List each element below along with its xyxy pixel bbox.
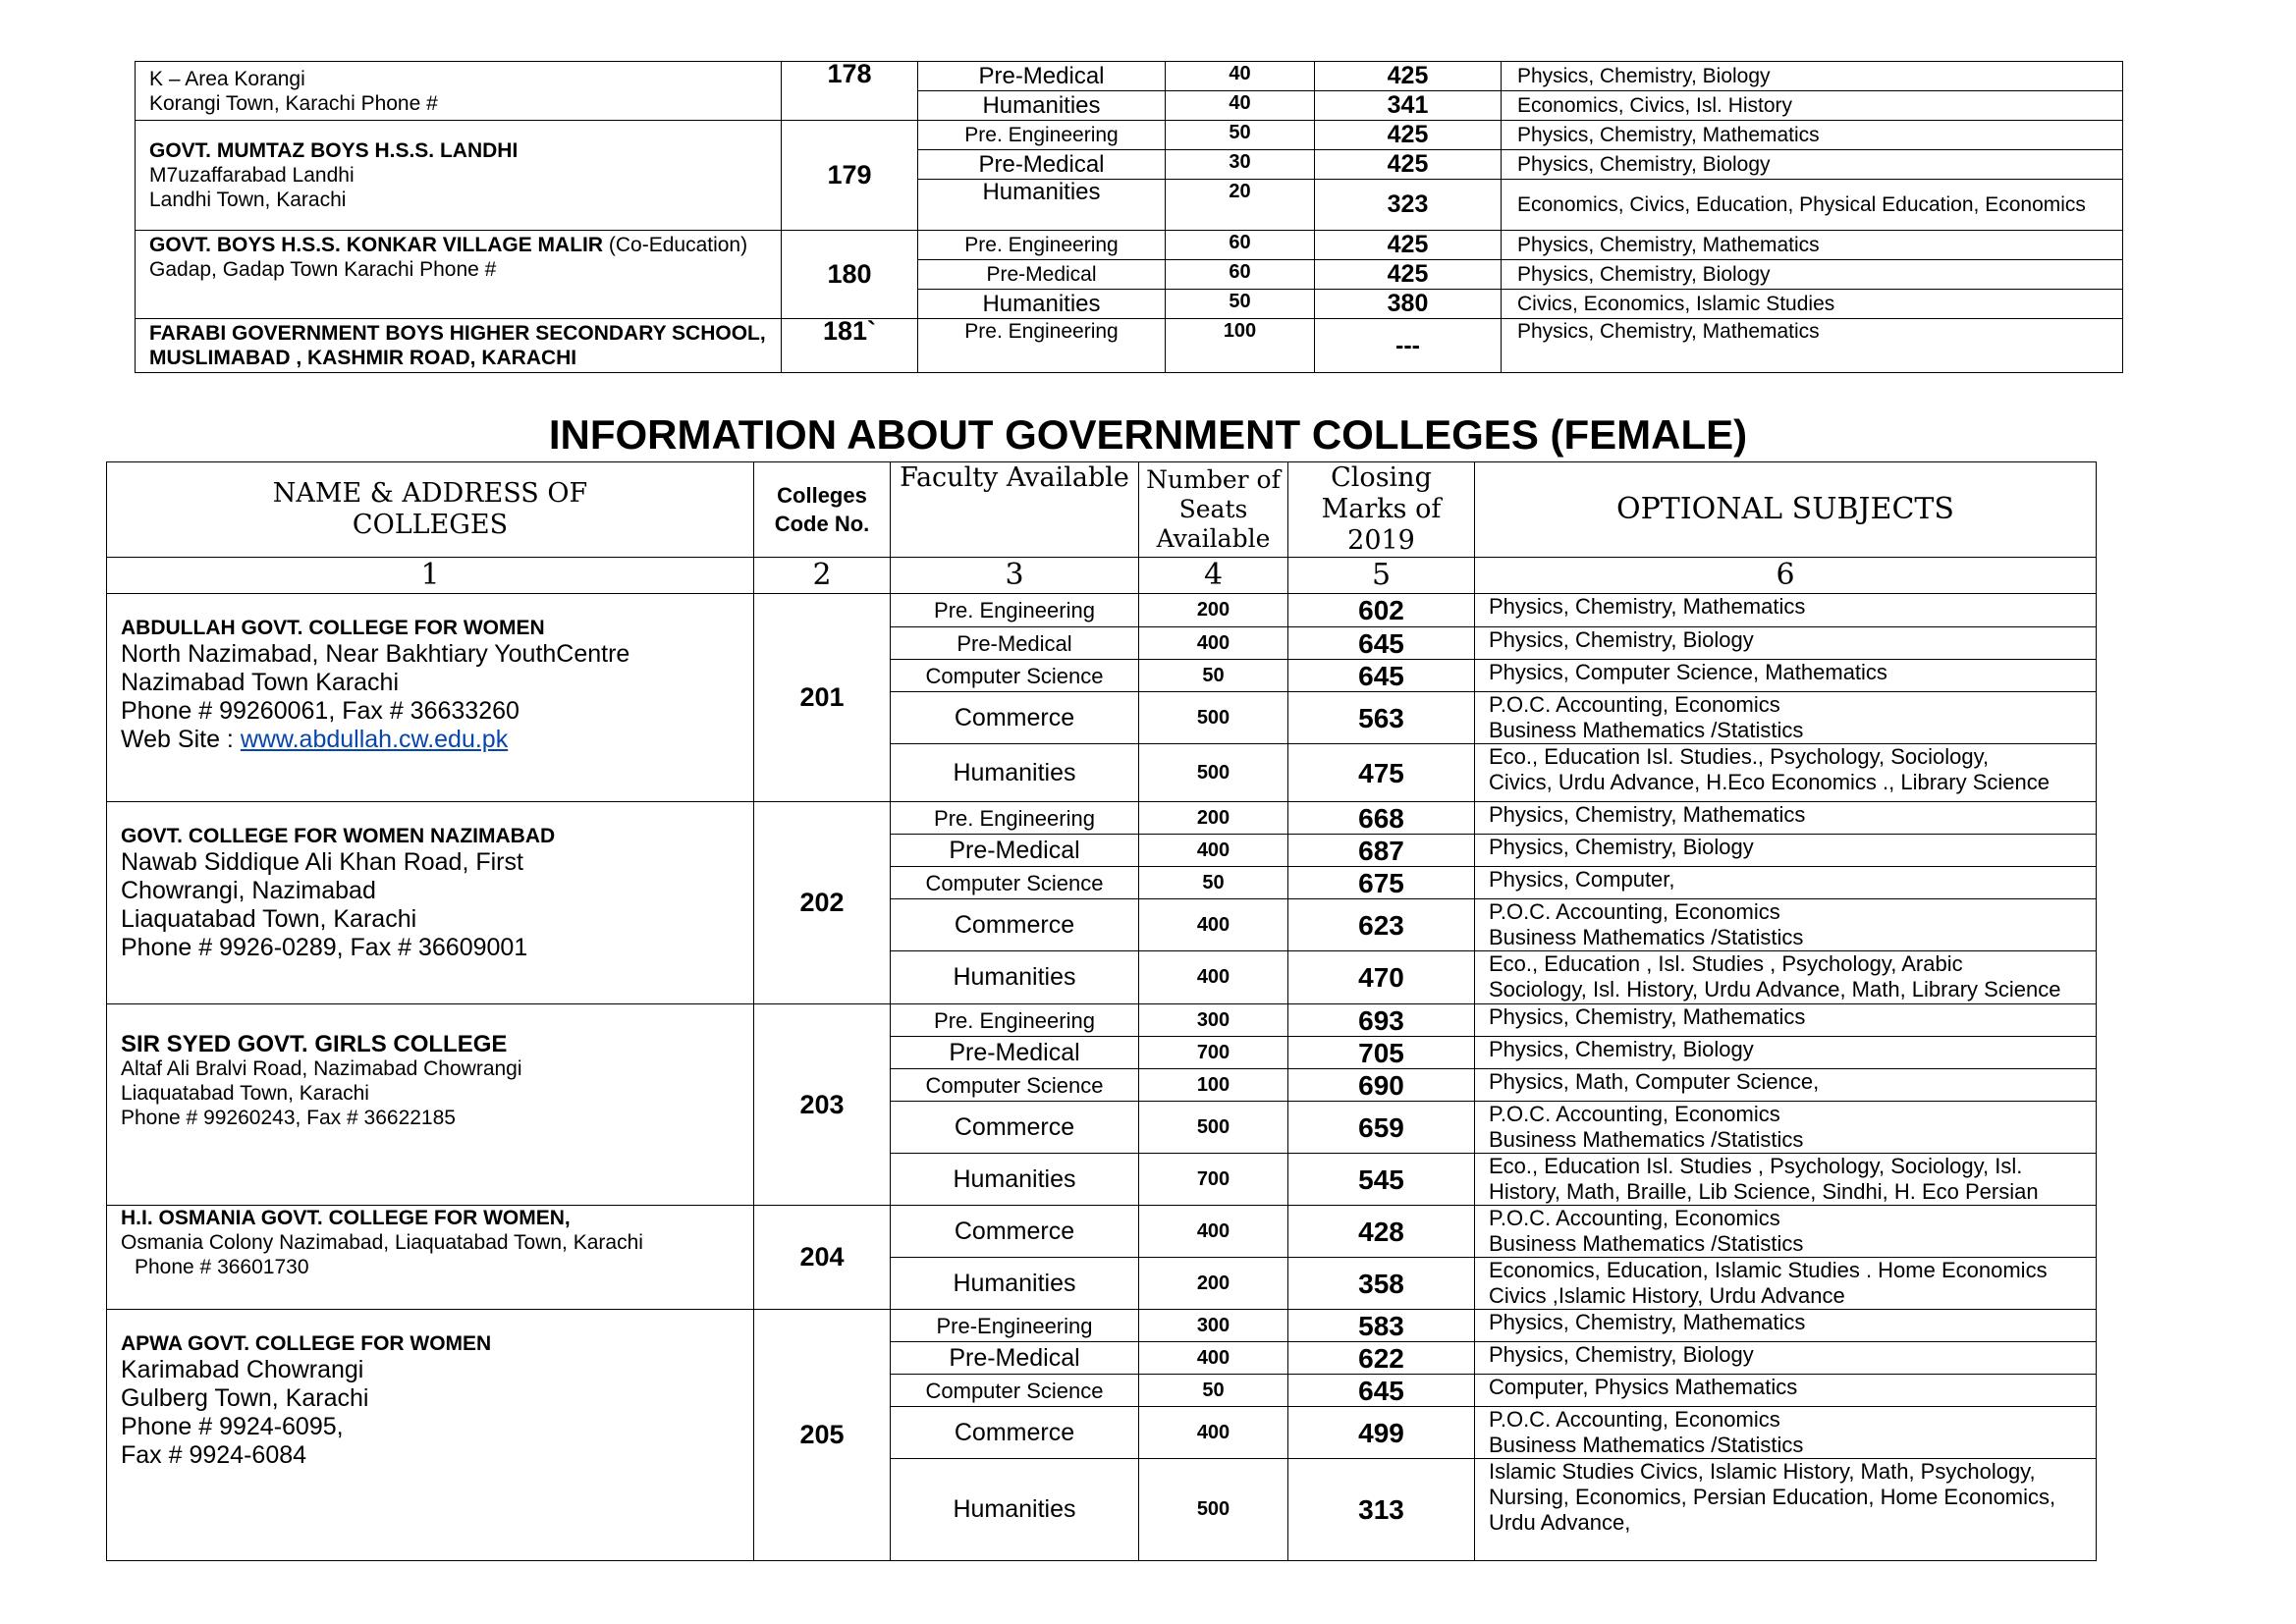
college-code: 180 bbox=[782, 231, 918, 319]
marks-cell: 545 bbox=[1288, 1154, 1475, 1206]
address-line: Phone # 9926-0289, Fax # 36609001 bbox=[121, 934, 528, 961]
faculty-cell: Pre-Medical bbox=[891, 1342, 1139, 1375]
column-number: 3 bbox=[891, 558, 1139, 594]
faculty-cell: Pre-Engineering bbox=[891, 1310, 1139, 1342]
marks-cell: 341 bbox=[1315, 91, 1502, 121]
address-line: M7uzaffarabad Landhi bbox=[149, 164, 355, 187]
subject-line: Eco., Education , Isl. Studies , Psychology, Arabic bbox=[1489, 951, 1963, 976]
marks-cell: 425 bbox=[1315, 62, 1502, 91]
seats-cell: 400 bbox=[1139, 1342, 1288, 1375]
college-name: GOVT. COLLEGE FOR WOMEN NAZIMABAD bbox=[121, 825, 556, 847]
faculty-cell: Humanities bbox=[891, 1154, 1139, 1206]
subjects-cell bbox=[1475, 1310, 2097, 1342]
college-address-cell bbox=[136, 319, 782, 373]
marks-cell: 425 bbox=[1315, 150, 1502, 180]
marks-cell: 583 bbox=[1288, 1310, 1475, 1342]
college-name: APWA GOVT. COLLEGE FOR WOMEN bbox=[121, 1332, 492, 1355]
marks-cell: 428 bbox=[1288, 1206, 1475, 1258]
subject-line: Business Mathematics /Statistics bbox=[1489, 1231, 1804, 1256]
college-address-cell bbox=[107, 1004, 754, 1206]
subjects-cell bbox=[1475, 1102, 2097, 1154]
seats-cell: 500 bbox=[1139, 1102, 1288, 1154]
faculty-cell: Commerce bbox=[891, 1206, 1139, 1258]
marks-cell: 358 bbox=[1288, 1258, 1475, 1310]
marks-cell: --- bbox=[1315, 319, 1502, 373]
header-faculty: Faculty Available bbox=[891, 462, 1139, 558]
marks-cell: 425 bbox=[1315, 121, 1502, 150]
college-code: 201 bbox=[754, 594, 891, 802]
table-row bbox=[107, 1004, 2097, 1037]
marks-cell: 380 bbox=[1315, 290, 1502, 319]
college-code: 205 bbox=[754, 1310, 891, 1561]
subject-line: Urdu Advance, bbox=[1489, 1510, 1631, 1535]
seats-cell: 700 bbox=[1139, 1037, 1288, 1069]
table-row bbox=[136, 62, 2123, 91]
subject-line: Physics, Chemistry, Mathematics bbox=[1489, 1310, 1806, 1334]
marks-cell: 675 bbox=[1288, 867, 1475, 899]
header-name-address: NAME & ADDRESS OF COLLEGES bbox=[107, 462, 754, 558]
subjects-cell bbox=[1475, 627, 2097, 660]
subject-line: Business Mathematics /Statistics bbox=[1489, 1433, 1804, 1457]
faculty-cell: Humanities bbox=[891, 1459, 1139, 1561]
faculty-cell: Pre. Engineering bbox=[918, 231, 1166, 260]
faculty-cell: Pre-Medical bbox=[891, 1037, 1139, 1069]
table-row bbox=[107, 802, 2097, 835]
subject-line: Sociology, Isl. History, Urdu Advance, Math, Library Science bbox=[1489, 977, 2061, 1001]
address-line: Altaf Ali Bralvi Road, Nazimabad Chowrangi bbox=[121, 1057, 522, 1080]
faculty-cell: Computer Science bbox=[891, 867, 1139, 899]
college-address-cell bbox=[107, 594, 754, 802]
seats-cell: 400 bbox=[1139, 899, 1288, 951]
marks-cell: 563 bbox=[1288, 692, 1475, 744]
subject-line: Eco., Education Isl. Studies., Psychology, Sociology, bbox=[1489, 744, 1990, 769]
address-line: Phone # 36601730 bbox=[135, 1256, 309, 1278]
subject-line: Business Mathematics /Statistics bbox=[1489, 718, 1804, 742]
subject-line: Physics, Computer Science, Mathematics bbox=[1489, 660, 1887, 684]
marks-cell: 645 bbox=[1288, 660, 1475, 692]
seats-cell: 50 bbox=[1139, 867, 1288, 899]
seats-cell: 500 bbox=[1139, 692, 1288, 744]
college-code: 181` bbox=[782, 319, 918, 373]
college-name: H.I. OSMANIA GOVT. COLLEGE FOR WOMEN, bbox=[121, 1207, 571, 1229]
college-name: SIR SYED GOVT. GIRLS COLLEGE bbox=[121, 1031, 508, 1057]
subject-line: P.O.C. Accounting, Economics bbox=[1489, 692, 1780, 717]
header-optional-subjects: OPTIONAL SUBJECTS bbox=[1475, 462, 2097, 558]
marks-cell: 693 bbox=[1288, 1004, 1475, 1037]
subjects-cell bbox=[1475, 1154, 2097, 1206]
marks-cell: 602 bbox=[1288, 594, 1475, 627]
faculty-cell: Pre. Engineering bbox=[891, 594, 1139, 627]
subject-line: P.O.C. Accounting, Economics bbox=[1489, 1206, 1780, 1230]
seats-cell: 200 bbox=[1139, 594, 1288, 627]
subjects-cell bbox=[1475, 1037, 2097, 1069]
subject-line: Physics, Chemistry, Biology bbox=[1489, 1037, 1754, 1061]
subjects-cell bbox=[1475, 1407, 2097, 1459]
table-row bbox=[136, 121, 2123, 150]
column-number: 5 bbox=[1288, 558, 1475, 594]
subject-line: Eco., Education Isl. Studies , Psychology, Sociology, Isl. bbox=[1489, 1154, 2023, 1178]
subject-line: Computer, Physics Mathematics bbox=[1489, 1375, 1798, 1399]
subjects-cell bbox=[1475, 835, 2097, 867]
website-line bbox=[121, 726, 739, 754]
subjects-cell bbox=[1475, 1342, 2097, 1375]
address-line: Korangi Town, Karachi Phone # bbox=[149, 91, 438, 115]
subjects-cell bbox=[1475, 802, 2097, 835]
header-college-code: Colleges Code No. bbox=[754, 462, 891, 558]
address-line: Phone # 99260061, Fax # 36633260 bbox=[121, 697, 519, 725]
seats-cell: 400 bbox=[1139, 951, 1288, 1004]
marks-cell: 470 bbox=[1288, 951, 1475, 1004]
seats-cell: 100 bbox=[1139, 1069, 1288, 1102]
table-row bbox=[136, 231, 2123, 260]
subject-line: P.O.C. Accounting, Economics bbox=[1489, 1102, 1780, 1126]
faculty-cell: Pre-Medical bbox=[891, 835, 1139, 867]
college-address-cell bbox=[136, 121, 782, 231]
seats-cell: 200 bbox=[1139, 802, 1288, 835]
marks-cell: 499 bbox=[1288, 1407, 1475, 1459]
female-colleges-table bbox=[106, 461, 2097, 1561]
subjects-cell: Economics, Civics, Education, Physical Education, Economics bbox=[1502, 180, 2123, 231]
table-row bbox=[107, 1206, 2097, 1258]
faculty-cell: Pre-Medical bbox=[918, 62, 1166, 91]
subjects-cell bbox=[1475, 951, 2097, 1004]
subject-line: Nursing, Economics, Persian Education, Home Economics, bbox=[1489, 1485, 2056, 1509]
subject-line: Physics, Computer, bbox=[1489, 867, 1675, 892]
faculty-cell: Humanities bbox=[918, 180, 1166, 231]
seats-cell: 50 bbox=[1139, 1375, 1288, 1407]
subject-line: Physics, Math, Computer Science, bbox=[1489, 1069, 1820, 1094]
seats-cell: 20 bbox=[1166, 180, 1315, 231]
subjects-cell bbox=[1475, 744, 2097, 802]
marks-cell: 475 bbox=[1288, 744, 1475, 802]
address-line: Liaquatabad Town, Karachi bbox=[121, 905, 417, 933]
college-code: 202 bbox=[754, 802, 891, 1004]
subject-line: P.O.C. Accounting, Economics bbox=[1489, 899, 1780, 924]
seats-cell: 40 bbox=[1166, 62, 1315, 91]
marks-cell: 425 bbox=[1315, 231, 1502, 260]
marks-cell: 313 bbox=[1288, 1459, 1475, 1561]
seats-cell: 60 bbox=[1166, 260, 1315, 290]
marks-cell: 622 bbox=[1288, 1342, 1475, 1375]
faculty-cell: Pre. Engineering bbox=[891, 1004, 1139, 1037]
college-name: GOVT. BOYS H.S.S. KONKAR VILLAGE MALIR bbox=[149, 234, 604, 256]
faculty-cell: Pre. Engineering bbox=[918, 319, 1166, 373]
college-code: 204 bbox=[754, 1206, 891, 1310]
subject-line: Civics, Urdu Advance, H.Eco Economics ., Library Science bbox=[1489, 770, 2050, 794]
seats-cell: 50 bbox=[1166, 121, 1315, 150]
address-line: Phone # 9924-6095, bbox=[121, 1413, 344, 1440]
subjects-cell bbox=[1475, 594, 2097, 627]
address-line: Chowrangi, Nazimabad bbox=[121, 877, 376, 904]
faculty-cell: Humanities bbox=[891, 1258, 1139, 1310]
subjects-cell: Physics, Chemistry, Biology bbox=[1502, 62, 2123, 91]
college-name: GOVT. MUMTAZ BOYS H.S.S. LANDHI bbox=[149, 139, 519, 162]
subjects-cell bbox=[1475, 1375, 2097, 1407]
seats-cell: 30 bbox=[1166, 150, 1315, 180]
subjects-cell bbox=[1475, 692, 2097, 744]
faculty-cell: Commerce bbox=[891, 1407, 1139, 1459]
address-line: North Nazimabad, Near Bakhtiary YouthCentre bbox=[121, 640, 630, 668]
seats-cell: 500 bbox=[1139, 744, 1288, 802]
address-line: Gadap, Gadap Town Karachi Phone # bbox=[149, 258, 497, 281]
column-number: 2 bbox=[754, 558, 891, 594]
subject-line: Physics, Chemistry, Biology bbox=[1489, 1342, 1754, 1367]
faculty-cell: Pre-Medical bbox=[891, 627, 1139, 660]
address-line: Nazimabad Town Karachi bbox=[121, 669, 400, 696]
subjects-cell: Physics, Chemistry, Mathematics bbox=[1502, 121, 2123, 150]
college-code: 178 bbox=[782, 62, 918, 121]
subject-line: Physics, Chemistry, Biology bbox=[1489, 835, 1754, 859]
address-line: Fax # 9924-6084 bbox=[121, 1441, 307, 1469]
column-number-row bbox=[107, 558, 2097, 594]
header-seats: Number of Seats Available bbox=[1139, 462, 1288, 558]
seats-cell: 400 bbox=[1139, 1206, 1288, 1258]
faculty-cell: Pre-Medical bbox=[918, 150, 1166, 180]
faculty-cell: Pre. Engineering bbox=[918, 121, 1166, 150]
faculty-cell: Humanities bbox=[891, 951, 1139, 1004]
table-row bbox=[107, 1310, 2097, 1342]
faculty-cell: Pre. Engineering bbox=[891, 802, 1139, 835]
college-code: 179 bbox=[782, 121, 918, 231]
marks-cell: 645 bbox=[1288, 1375, 1475, 1407]
address-line: Phone # 99260243, Fax # 36622185 bbox=[121, 1107, 456, 1129]
marks-cell: 323 bbox=[1315, 180, 1502, 231]
address-line: Karimabad Chowrangi bbox=[121, 1356, 364, 1383]
subject-line: History, Math, Braille, Lib Science, Sindhi, H. Eco Persian bbox=[1489, 1179, 2039, 1204]
seats-cell: 700 bbox=[1139, 1154, 1288, 1206]
faculty-cell: Commerce bbox=[891, 899, 1139, 951]
seats-cell: 100 bbox=[1166, 319, 1315, 373]
male-colleges-table-continued bbox=[135, 61, 2123, 373]
subject-line: Physics, Chemistry, Mathematics bbox=[1489, 594, 1806, 619]
subjects-cell bbox=[1475, 660, 2097, 692]
subjects-cell bbox=[1475, 899, 2097, 951]
faculty-cell: Computer Science bbox=[891, 1375, 1139, 1407]
subjects-cell bbox=[1475, 1258, 2097, 1310]
address-line: Landhi Town, Karachi bbox=[149, 189, 347, 211]
marks-cell: 645 bbox=[1288, 627, 1475, 660]
subjects-cell bbox=[1475, 1004, 2097, 1037]
college-address-cell bbox=[136, 62, 782, 121]
college-name: FARABI GOVERNMENT BOYS HIGHER SECONDARY SCHOOL, MUSLIMABAD , KASHMIR ROAD, KARACHI bbox=[149, 322, 766, 369]
seats-cell: 50 bbox=[1139, 660, 1288, 692]
subjects-cell: Physics, Chemistry, Biology bbox=[1502, 260, 2123, 290]
subject-line: Physics, Chemistry, Mathematics bbox=[1489, 802, 1806, 827]
college-address-cell bbox=[107, 802, 754, 1004]
subject-line: Physics, Chemistry, Biology bbox=[1489, 627, 1754, 652]
seats-cell: 60 bbox=[1166, 231, 1315, 260]
faculty-cell: Computer Science bbox=[891, 1069, 1139, 1102]
subjects-cell: Economics, Civics, Isl. History bbox=[1502, 91, 2123, 121]
website-label: Web Site : bbox=[121, 726, 241, 753]
college-address-cell bbox=[136, 231, 782, 319]
marks-cell: 659 bbox=[1288, 1102, 1475, 1154]
subjects-cell: Physics, Chemistry, Mathematics bbox=[1502, 319, 2123, 373]
seats-cell: 400 bbox=[1139, 1407, 1288, 1459]
address-line: Liaquatabad Town, Karachi bbox=[121, 1082, 369, 1105]
subject-line: Islamic Studies Civics, Islamic History, Math, Psychology, bbox=[1489, 1459, 2036, 1484]
header-closing-marks: Closing Marks of 2019 bbox=[1288, 462, 1475, 558]
seats-cell: 50 bbox=[1166, 290, 1315, 319]
address-line: Osmania Colony Nazimabad, Liaquatabad Town, Karachi bbox=[121, 1231, 643, 1254]
address-line: Gulberg Town, Karachi bbox=[121, 1384, 369, 1412]
subjects-cell bbox=[1475, 867, 2097, 899]
subjects-cell: Physics, Chemistry, Biology bbox=[1502, 150, 2123, 180]
faculty-cell: Pre-Medical bbox=[918, 260, 1166, 290]
seats-cell: 500 bbox=[1139, 1459, 1288, 1561]
seats-cell: 400 bbox=[1139, 627, 1288, 660]
column-number: 1 bbox=[107, 558, 754, 594]
table-row bbox=[107, 594, 2097, 627]
marks-cell: 425 bbox=[1315, 260, 1502, 290]
subject-line: Business Mathematics /Statistics bbox=[1489, 925, 1804, 949]
marks-cell: 705 bbox=[1288, 1037, 1475, 1069]
college-name: ABDULLAH GOVT. COLLEGE FOR WOMEN bbox=[121, 617, 545, 639]
subjects-cell: Physics, Chemistry, Mathematics bbox=[1502, 231, 2123, 260]
seats-cell: 40 bbox=[1166, 91, 1315, 121]
subjects-cell: Civics, Economics, Islamic Studies bbox=[1502, 290, 2123, 319]
faculty-cell: Computer Science bbox=[891, 660, 1139, 692]
header-row bbox=[107, 462, 2097, 558]
table-row bbox=[136, 319, 2123, 373]
column-number: 6 bbox=[1475, 558, 2097, 594]
subjects-cell bbox=[1475, 1206, 2097, 1258]
college-address-cell bbox=[107, 1310, 754, 1561]
subject-line: P.O.C. Accounting, Economics bbox=[1489, 1407, 1780, 1432]
faculty-cell: Commerce bbox=[891, 1102, 1139, 1154]
subject-line: Economics, Education, Islamic Studies . Home Economics bbox=[1489, 1258, 2048, 1282]
marks-cell: 687 bbox=[1288, 835, 1475, 867]
faculty-cell: Commerce bbox=[891, 692, 1139, 744]
faculty-cell: Humanities bbox=[918, 290, 1166, 319]
marks-cell: 623 bbox=[1288, 899, 1475, 951]
college-address-cell bbox=[107, 1206, 754, 1310]
subjects-cell bbox=[1475, 1069, 2097, 1102]
column-number: 4 bbox=[1139, 558, 1288, 594]
subject-line: Physics, Chemistry, Mathematics bbox=[1489, 1004, 1806, 1029]
seats-cell: 300 bbox=[1139, 1004, 1288, 1037]
college-name-suffix: (Co-Education) bbox=[608, 234, 748, 256]
faculty-cell: Humanities bbox=[918, 91, 1166, 121]
faculty-cell: Humanities bbox=[891, 744, 1139, 802]
website-link[interactable]: www.abdullah.cw.edu.pk bbox=[240, 726, 509, 753]
subject-line: Business Mathematics /Statistics bbox=[1489, 1127, 1804, 1152]
subjects-cell bbox=[1475, 1459, 2097, 1561]
seats-cell: 400 bbox=[1139, 835, 1288, 867]
subject-line: Civics ,Islamic History, Urdu Advance bbox=[1489, 1283, 1845, 1308]
seats-cell: 200 bbox=[1139, 1258, 1288, 1310]
marks-cell: 668 bbox=[1288, 802, 1475, 835]
section-heading: INFORMATION ABOUT GOVERNMENT COLLEGES (FEMALE) bbox=[548, 411, 1748, 458]
address-line: K – Area Korangi bbox=[149, 67, 305, 90]
address-line: Nawab Siddique Ali Khan Road, First bbox=[121, 848, 523, 876]
seats-cell: 300 bbox=[1139, 1310, 1288, 1342]
college-code: 203 bbox=[754, 1004, 891, 1206]
marks-cell: 690 bbox=[1288, 1069, 1475, 1102]
